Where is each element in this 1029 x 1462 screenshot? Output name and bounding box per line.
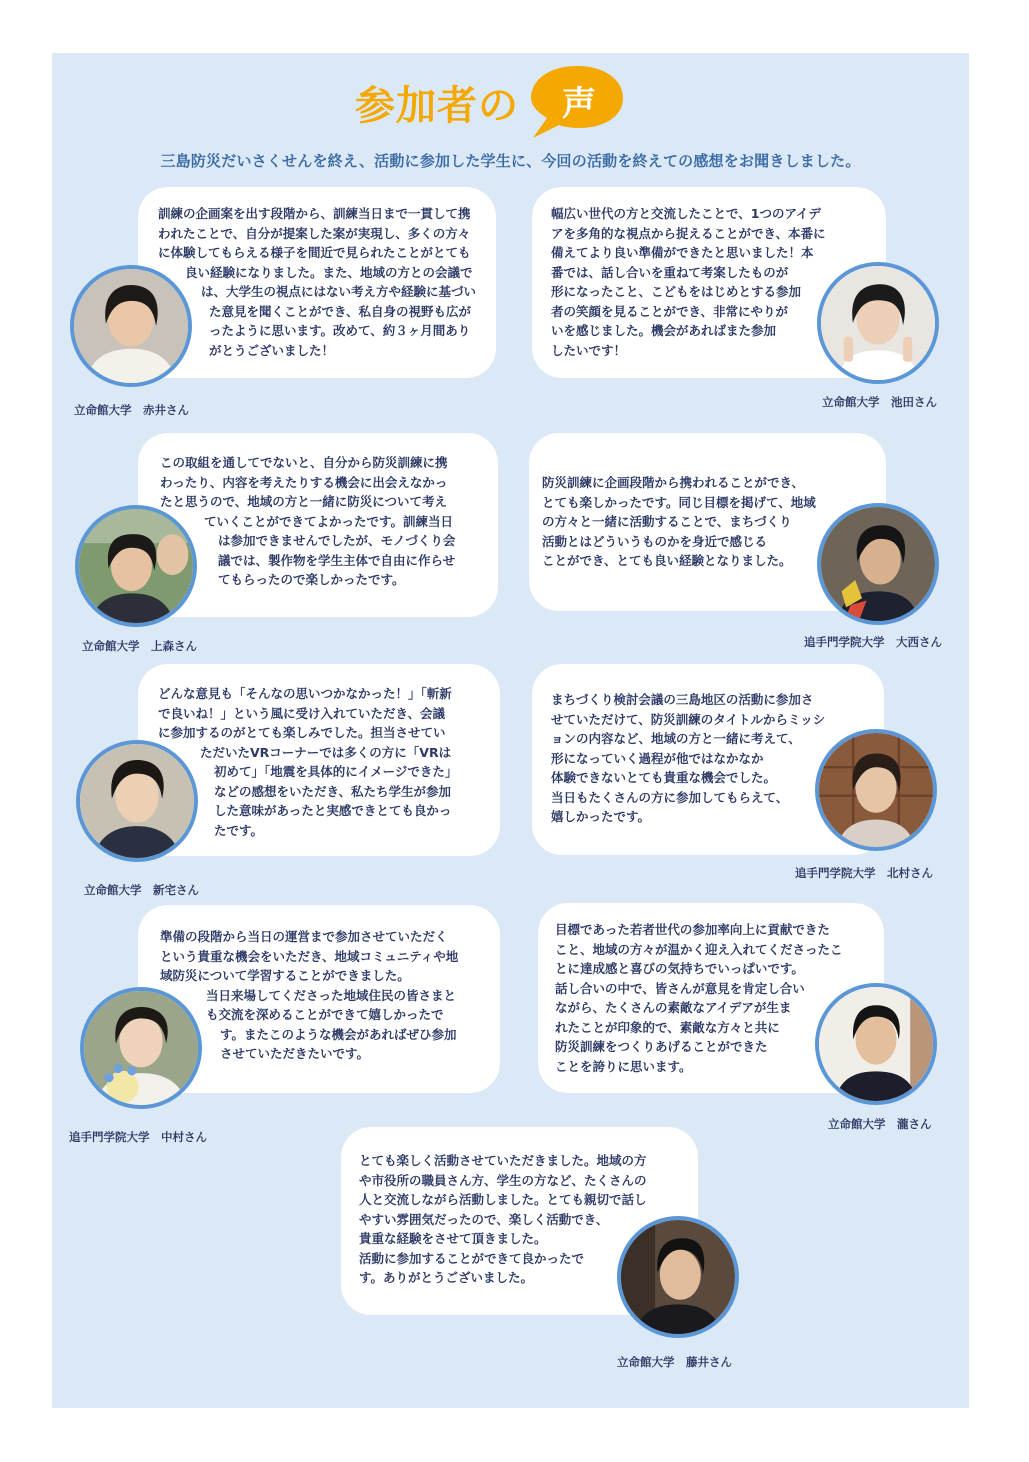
person-photo-icon [84, 991, 198, 1105]
person-photo-icon [819, 733, 933, 847]
person-photo-icon [819, 987, 933, 1101]
student-name-nakamura: 追手門学院大学 中村さん [69, 1130, 207, 1144]
subtitle: 三島防災だいさくせんを終え、活動に参加した学生に、今回の活動を終えての感想をお聞きしました。 [160, 152, 861, 170]
avatar-kitamura [815, 729, 937, 851]
student-name-kitamura: 追手門学院大学 北村さん [795, 866, 933, 880]
title-badge: 声 [562, 84, 596, 124]
testimonial-text-akai: 訓練の企画案を出す段階から、訓練当日まで一貫して携 われたことで、自分が提案した案が実現し、多くの方々 に体験してもらえる様子を間近で見られたことがとても 良い経験になりました。また、地域の方との会議で は、大学生の視点にはない考え方や経験に基づい た意見を聞くことができ、私自身の視野も広が ったように思います。改めて、約３ヶ月間あり がとうございました！ [158, 206, 477, 358]
avatar-akai [70, 265, 192, 387]
person-photo-icon [621, 1220, 735, 1334]
student-name-onishi: 追手門学院大学 大西さん [804, 635, 942, 649]
student-name-fujii: 立命館大学 藤井さん [617, 1355, 732, 1369]
avatar-taki [815, 983, 937, 1105]
testimonial-text-fujii: とても楽しく活動させていただきました。地域の方 や市役所の職員さん方、学生の方など、たくさんの 人と交流しながら活動しました。とても親切で話し やすい雰囲気だったので、楽しく活動でき、 貴重な経験をさせて頂きました。 活動に参加することができて良かったで す。ありがとうございました。 [359, 1153, 647, 1285]
testimonial-text-nakamura: 準備の段階から当日の運営まで参加させていただく という貴重な機会をいただき、地域コミュニティや地 域防災について学習することができました。 当日来場してくださった地域住民の皆さまと も交流を深めることができて嬉しかったで す。またこのような機会があればぜひ参加 させていただきたいです。 [160, 929, 459, 1061]
testimonial-text-onishi: 防災訓練に企画段階から携われることができ、 とても楽しかったです。同じ目標を掲げて、地域 の方々と一緒に活動することで、まちづくり 活動とはどういうものかを身近で感じる ことができ、とても良い経験となりました。 [542, 475, 816, 568]
avatar-ikeda [817, 262, 939, 384]
student-name-uemori: 立命館大学 上森さん [82, 639, 197, 653]
testimonial-text-taki: 目標であった若者世代の参加率向上に貢献できた こと、地域の方々が温かく迎え入れてくださったこ とに達成感と喜びの気持ちでいっぱいです。 話し合いの中で、皆さんが意見を肯定し合い ながら、たくさんの素敵なアイデアが生ま れたことが印象的で、素敵な方々と共に 防災訓練をつくりあげることができた ことを誇りに思います。 [555, 922, 843, 1074]
person-photo-icon [80, 744, 194, 858]
student-name-akai: 立命館大学 赤井さん [74, 403, 189, 417]
testimonial-text-ikeda: 幅広い世代の方と交流したことで、1つのアイデ アを多角的な視点から捉えることができ、本番に 備えてより良い準備ができたと思いました！本 番では、話し合いを重ねて考案したものが 形になったこと、こどもをはじめとする参加 者の笑顔を見ることができ、非常にやりが いを感じました。機会があればまた参加 したいです！ [551, 206, 826, 358]
avatar-shintaku [76, 740, 198, 862]
avatar-onishi [817, 503, 939, 625]
student-name-shintaku: 立命館大学 新宅さん [84, 883, 199, 897]
person-photo-icon [821, 507, 935, 621]
person-photo-icon [821, 266, 935, 380]
testimonial-text-kitamura: まちづくり検討会議の三島地区の活動に参加さ せていただけて、防災訓練のタイトルからミッシ ョンの内容など、地域の方と一緒に考えて、 形になっていく過程が他ではなかなか 体験できないとても貴重な機会でした。 当日もたくさんの方に参加してもらえて、 嬉しかったです。 [551, 692, 826, 824]
avatar-fujii [617, 1216, 739, 1338]
avatar-nakamura [80, 987, 202, 1109]
student-name-ikeda: 立命館大学 池田さん [822, 395, 937, 409]
student-name-taki: 立命館大学 瀧さん [828, 1117, 932, 1131]
person-photo-icon [74, 269, 188, 383]
avatar-uemori [75, 505, 197, 627]
person-photo-icon [79, 509, 193, 623]
testimonial-text-uemori: この取組を通してでないと、自分から防災訓練に携 わったり、内容を考えたりする機会に出会えなかっ たと思うので、地域の方と一緒に防災について考え ていくことができてよかったです。訓練当日 は参加できませんでしたが、モノづくり会 議では、製作物を学生主体で自由に作らせ てもらったので楽しかったです。 [160, 455, 456, 587]
title-text: 参加者の [355, 83, 519, 129]
testimonial-text-shintaku: どんな意見も「そんなの思いつかなかった！」「斬新 で良いね！」という風に受け入れていただき、会議 に参加するのがとても楽しみでした。担当させてい ただいたVRコーナーでは多くの方に「VRは 初めて」「地震を具体的にイメージできた」 などの感想をいただき、私たち学生が参加 した意味があったと実感できとても良かっ たです。 [158, 686, 458, 838]
